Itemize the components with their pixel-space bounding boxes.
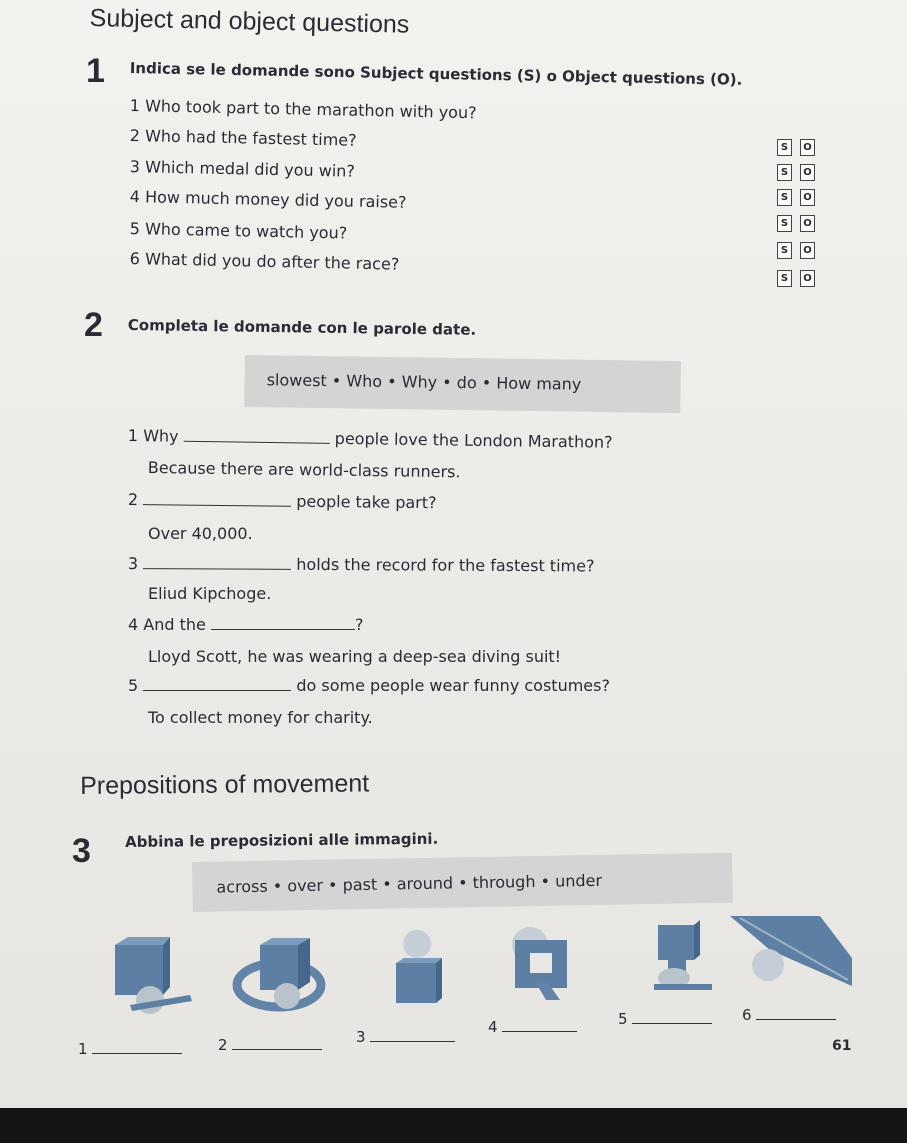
- o-checkbox-1[interactable]: O: [800, 139, 815, 156]
- ex1-item-3: [130, 157, 355, 181]
- s-checkbox-2[interactable]: S: [777, 164, 792, 181]
- word-box-ex3: [192, 853, 733, 912]
- item-text: Who had the fastest time?: [144, 126, 357, 150]
- item-number: 4: [128, 615, 139, 634]
- illustration-5-under: [650, 920, 720, 1000]
- desk-shadow: [0, 1108, 907, 1143]
- item-text: What did you do after the race?: [144, 249, 400, 274]
- ex2-answer-1: Because there are world-class runners.: [147, 458, 461, 482]
- ex3-label-6: [742, 1006, 836, 1024]
- ex3-label-3: [356, 1028, 455, 1046]
- illustration-1-across: [110, 935, 200, 1020]
- ex1-item-4: [130, 187, 407, 212]
- item-number: 2: [129, 126, 141, 146]
- s-checkbox-1[interactable]: S: [777, 139, 792, 156]
- s-checkbox-5[interactable]: S: [777, 242, 792, 259]
- ex2-answer-4: Lloyd Scott, he was wearing a deep-sea diving suit!: [148, 647, 562, 666]
- exercise-2-number: 2: [84, 306, 103, 344]
- ex2-item-4: [128, 615, 363, 634]
- s-checkbox-6[interactable]: S: [777, 270, 792, 287]
- ex3-label-2: [218, 1036, 322, 1054]
- ex3-blank-5[interactable]: [632, 1023, 712, 1024]
- answer-blank-1[interactable]: [184, 441, 330, 444]
- exercise-3-instruction: Abbina le preposizioni alle immagini.: [125, 829, 439, 851]
- label-number: 2: [218, 1036, 228, 1054]
- ex3-label-4: [488, 1018, 577, 1036]
- item-after-text: ?: [354, 615, 364, 634]
- item-number: 5: [128, 676, 139, 695]
- label-number: 3: [356, 1028, 366, 1046]
- ex3-blank-1[interactable]: [92, 1053, 182, 1054]
- item-text: Which medal did you win?: [144, 157, 356, 181]
- label-number: 4: [488, 1018, 498, 1036]
- item-number: 5: [129, 219, 141, 239]
- o-checkbox-4[interactable]: O: [800, 215, 815, 232]
- ex1-item-6: [130, 249, 400, 274]
- exercise-3-number: 3: [72, 832, 91, 870]
- ex2-answer-5: To collect money for charity.: [148, 708, 373, 727]
- ex1-item-1: [130, 96, 477, 122]
- illustration-3-over: [384, 928, 454, 1008]
- ex3-label-1: [78, 1040, 182, 1058]
- item-before-text: Why: [143, 426, 179, 446]
- item-text: How much money did you raise?: [144, 187, 407, 212]
- answer-blank-5[interactable]: [143, 690, 291, 691]
- ex3-blank-4[interactable]: [502, 1031, 577, 1032]
- exercise-2-instruction: Completa le domande con le parole date.: [127, 316, 477, 339]
- label-number: 1: [78, 1040, 88, 1058]
- item-text: Who took part to the marathon with you?: [144, 96, 477, 123]
- answer-blank-3[interactable]: [143, 568, 291, 570]
- item-number: 1: [129, 96, 141, 116]
- answer-blank-4[interactable]: [211, 629, 355, 630]
- ex2-item-5: [128, 676, 610, 695]
- exercise-1-number: 1: [86, 52, 105, 90]
- item-after-text: people love the London Marathon?: [334, 428, 613, 452]
- item-after-text: holds the record for the fastest time?: [296, 554, 595, 576]
- item-number: 1: [127, 426, 139, 446]
- answer-blank-2[interactable]: [143, 504, 291, 507]
- word-box-ex2-text: slowest • Who • Why • do • How many: [266, 370, 582, 394]
- label-number: 5: [618, 1010, 628, 1028]
- illustration-2-around: [232, 930, 327, 1020]
- ex2-answer-2: Over 40,000.: [148, 524, 253, 543]
- ex2-item-2: [128, 490, 437, 512]
- item-number: 4: [129, 187, 141, 207]
- item-after-text: people take part?: [296, 491, 437, 513]
- item-number: 6: [129, 249, 141, 269]
- s-checkbox-4[interactable]: S: [777, 215, 792, 232]
- item-before-text: And the: [143, 615, 206, 634]
- item-number: 3: [129, 157, 141, 177]
- item-text: Who came to watch you?: [144, 219, 348, 243]
- o-checkbox-3[interactable]: O: [800, 189, 815, 206]
- ex2-item-3: [128, 554, 595, 575]
- item-number: 3: [127, 554, 139, 574]
- label-number: 6: [742, 1006, 752, 1024]
- ex3-blank-2[interactable]: [232, 1049, 322, 1050]
- s-checkbox-3[interactable]: S: [777, 189, 792, 206]
- word-box-ex2: [244, 355, 681, 413]
- o-checkbox-6[interactable]: O: [800, 270, 815, 287]
- ex1-item-2: [130, 126, 357, 150]
- o-checkbox-5[interactable]: O: [800, 242, 815, 259]
- illustration-6-past: [730, 910, 855, 1000]
- page-number: 61: [832, 1038, 852, 1054]
- exercise-1-instruction: Indica se le domande sono Subject questions (S) o Object questions (O).: [129, 59, 743, 89]
- item-after-text: do some people wear funny costumes?: [296, 676, 610, 695]
- word-box-ex3-text: across • over • past • around • through • under: [216, 870, 603, 897]
- illustration-4-through: [500, 925, 580, 1005]
- ex2-answer-3: Eliud Kipchoge.: [148, 584, 272, 603]
- ex3-blank-6[interactable]: [756, 1019, 836, 1020]
- section-title-subject-object: Subject and object questions: [89, 4, 410, 39]
- o-checkbox-2[interactable]: O: [800, 164, 815, 181]
- item-number: 2: [127, 490, 139, 510]
- ex2-item-1: [128, 426, 613, 452]
- ex3-label-5: [618, 1010, 712, 1028]
- ex3-blank-3[interactable]: [370, 1041, 455, 1042]
- section-title-prepositions: Prepositions of movement: [80, 769, 370, 800]
- ex1-item-5: [130, 219, 348, 243]
